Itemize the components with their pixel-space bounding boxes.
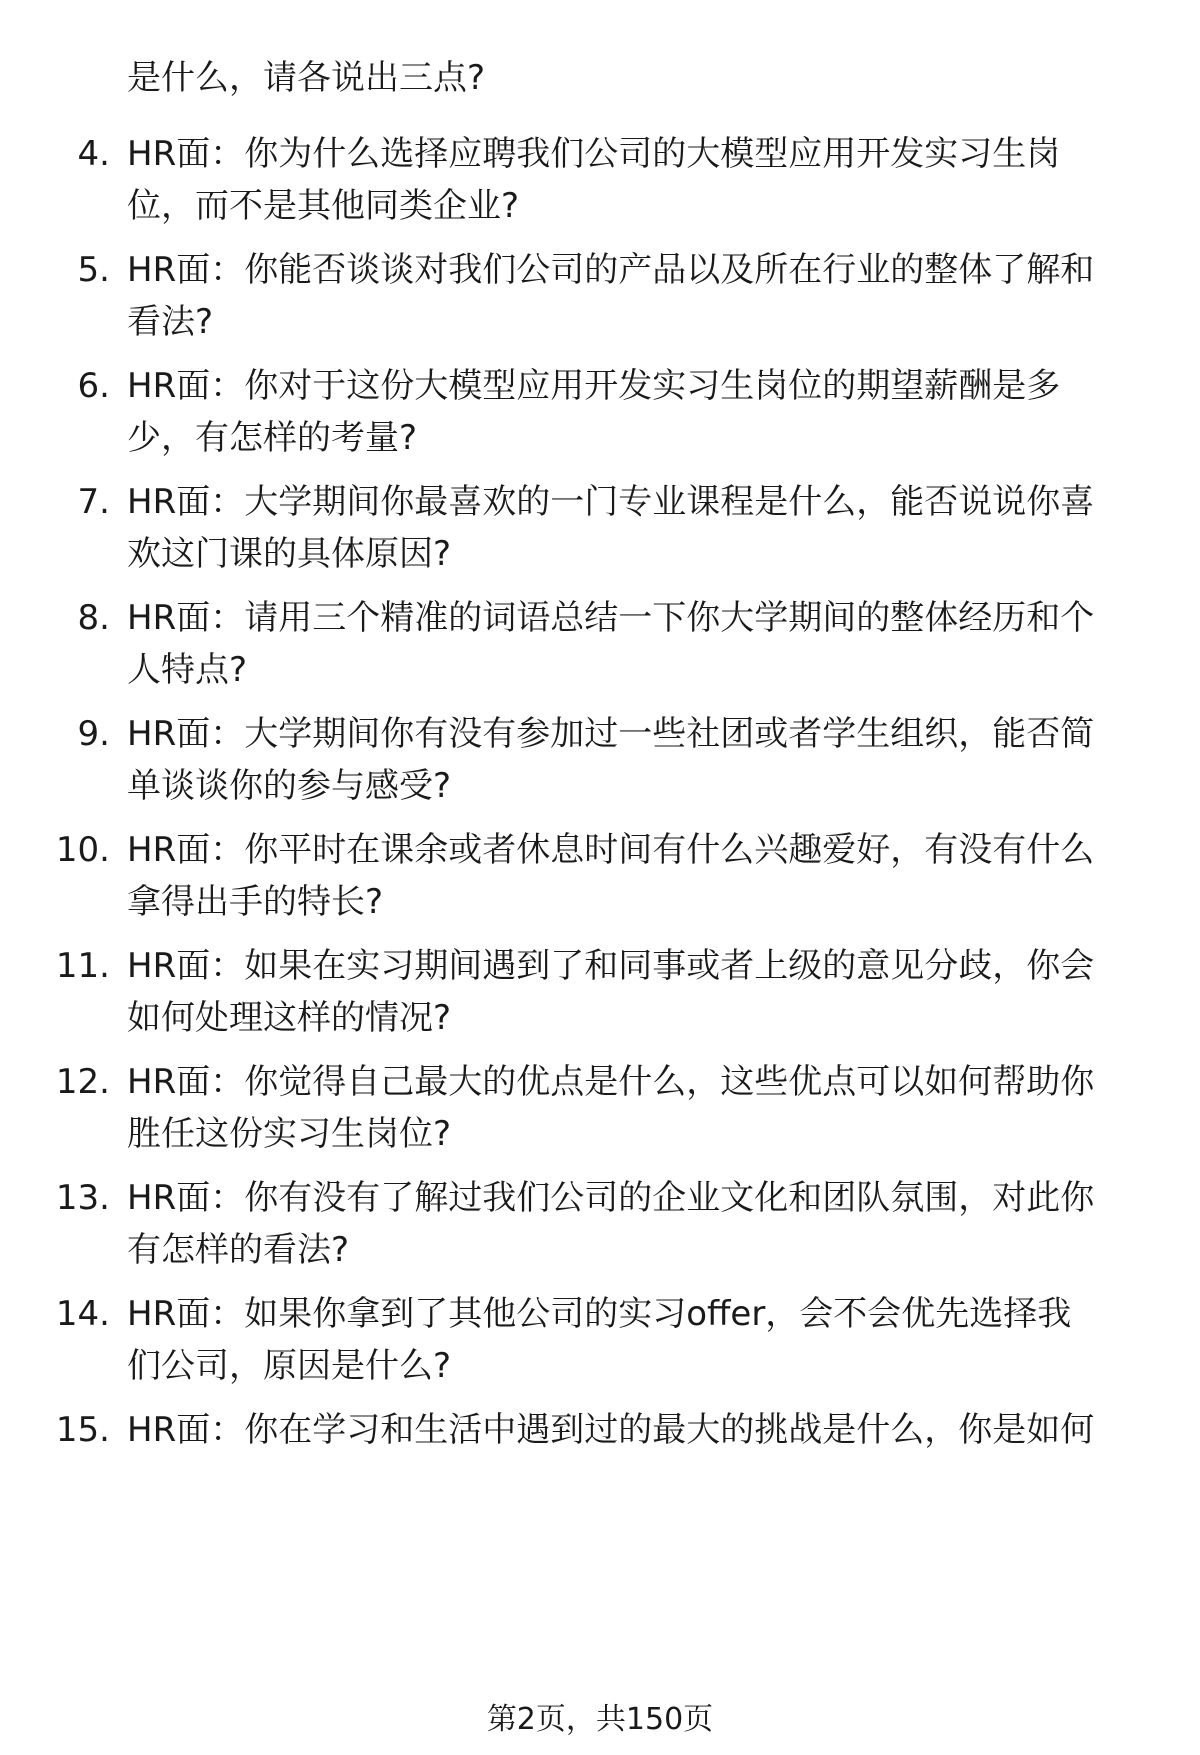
- item-text: HR面：请用三个精准的词语总结一下你大学期间的整体经历和个 人特点?: [127, 598, 1095, 690]
- item-number: 12.: [55, 1062, 110, 1102]
- page-indicator: 第2页，共150页: [486, 1702, 714, 1737]
- item-text: HR面：如果你拿到了其他公司的实习offer，会不会优先选择我 们公司，原因是什么?: [127, 1294, 1072, 1386]
- item-text: HR面：你有没有了解过我们公司的企业文化和团队氛围，对此你 有怎样的看法?: [127, 1178, 1095, 1270]
- item-number: 7.: [77, 482, 110, 522]
- item-text: HR面：你对于这份大模型应用开发实习生岗位的期望薪酬是多 少，有怎样的考量?: [127, 366, 1061, 458]
- item-number: 15.: [55, 1410, 110, 1450]
- item-number: 14.: [55, 1294, 110, 1334]
- item-text: 是什么，请各说出三点?: [127, 58, 486, 98]
- item-text: HR面：你觉得自己最大的优点是什么，这些优点可以如何帮助你 胜任这份实习生岗位?: [127, 1062, 1095, 1154]
- item-text: HR面：你能否谈谈对我们公司的产品以及所在行业的整体了解和 看法?: [127, 250, 1095, 342]
- item-number: 9.: [77, 714, 110, 754]
- item-text: HR面：大学期间你最喜欢的一门专业课程是什么，能否说说你喜 欢这门课的具体原因?: [127, 482, 1095, 574]
- item-number: 4.: [77, 134, 110, 174]
- item-number: 8.: [77, 598, 110, 638]
- item-text: HR面：你为什么选择应聘我们公司的大模型应用开发实习生岗 位，而不是其他同类企业?: [127, 134, 1061, 226]
- item-text: HR面：如果在实习期间遇到了和同事或者上级的意见分歧，你会 如何处理这样的情况?: [127, 946, 1095, 1038]
- item-text: HR面：你在学习和生活中遇到过的最大的挑战是什么，你是如何: [127, 1410, 1095, 1450]
- item-text: HR面：大学期间你有没有参加过一些社团或者学生组织，能否简 单谈谈你的参与感受?: [127, 714, 1095, 806]
- item-number: 6.: [77, 366, 110, 406]
- item-text: HR面：你平时在课余或者休息时间有什么兴趣爱好，有没有什么 拿得出手的特长?: [127, 830, 1095, 922]
- item-number: 11.: [55, 946, 110, 986]
- item-number: 5.: [77, 250, 110, 290]
- item-number: 13.: [55, 1178, 110, 1218]
- item-number: 10.: [55, 830, 110, 870]
